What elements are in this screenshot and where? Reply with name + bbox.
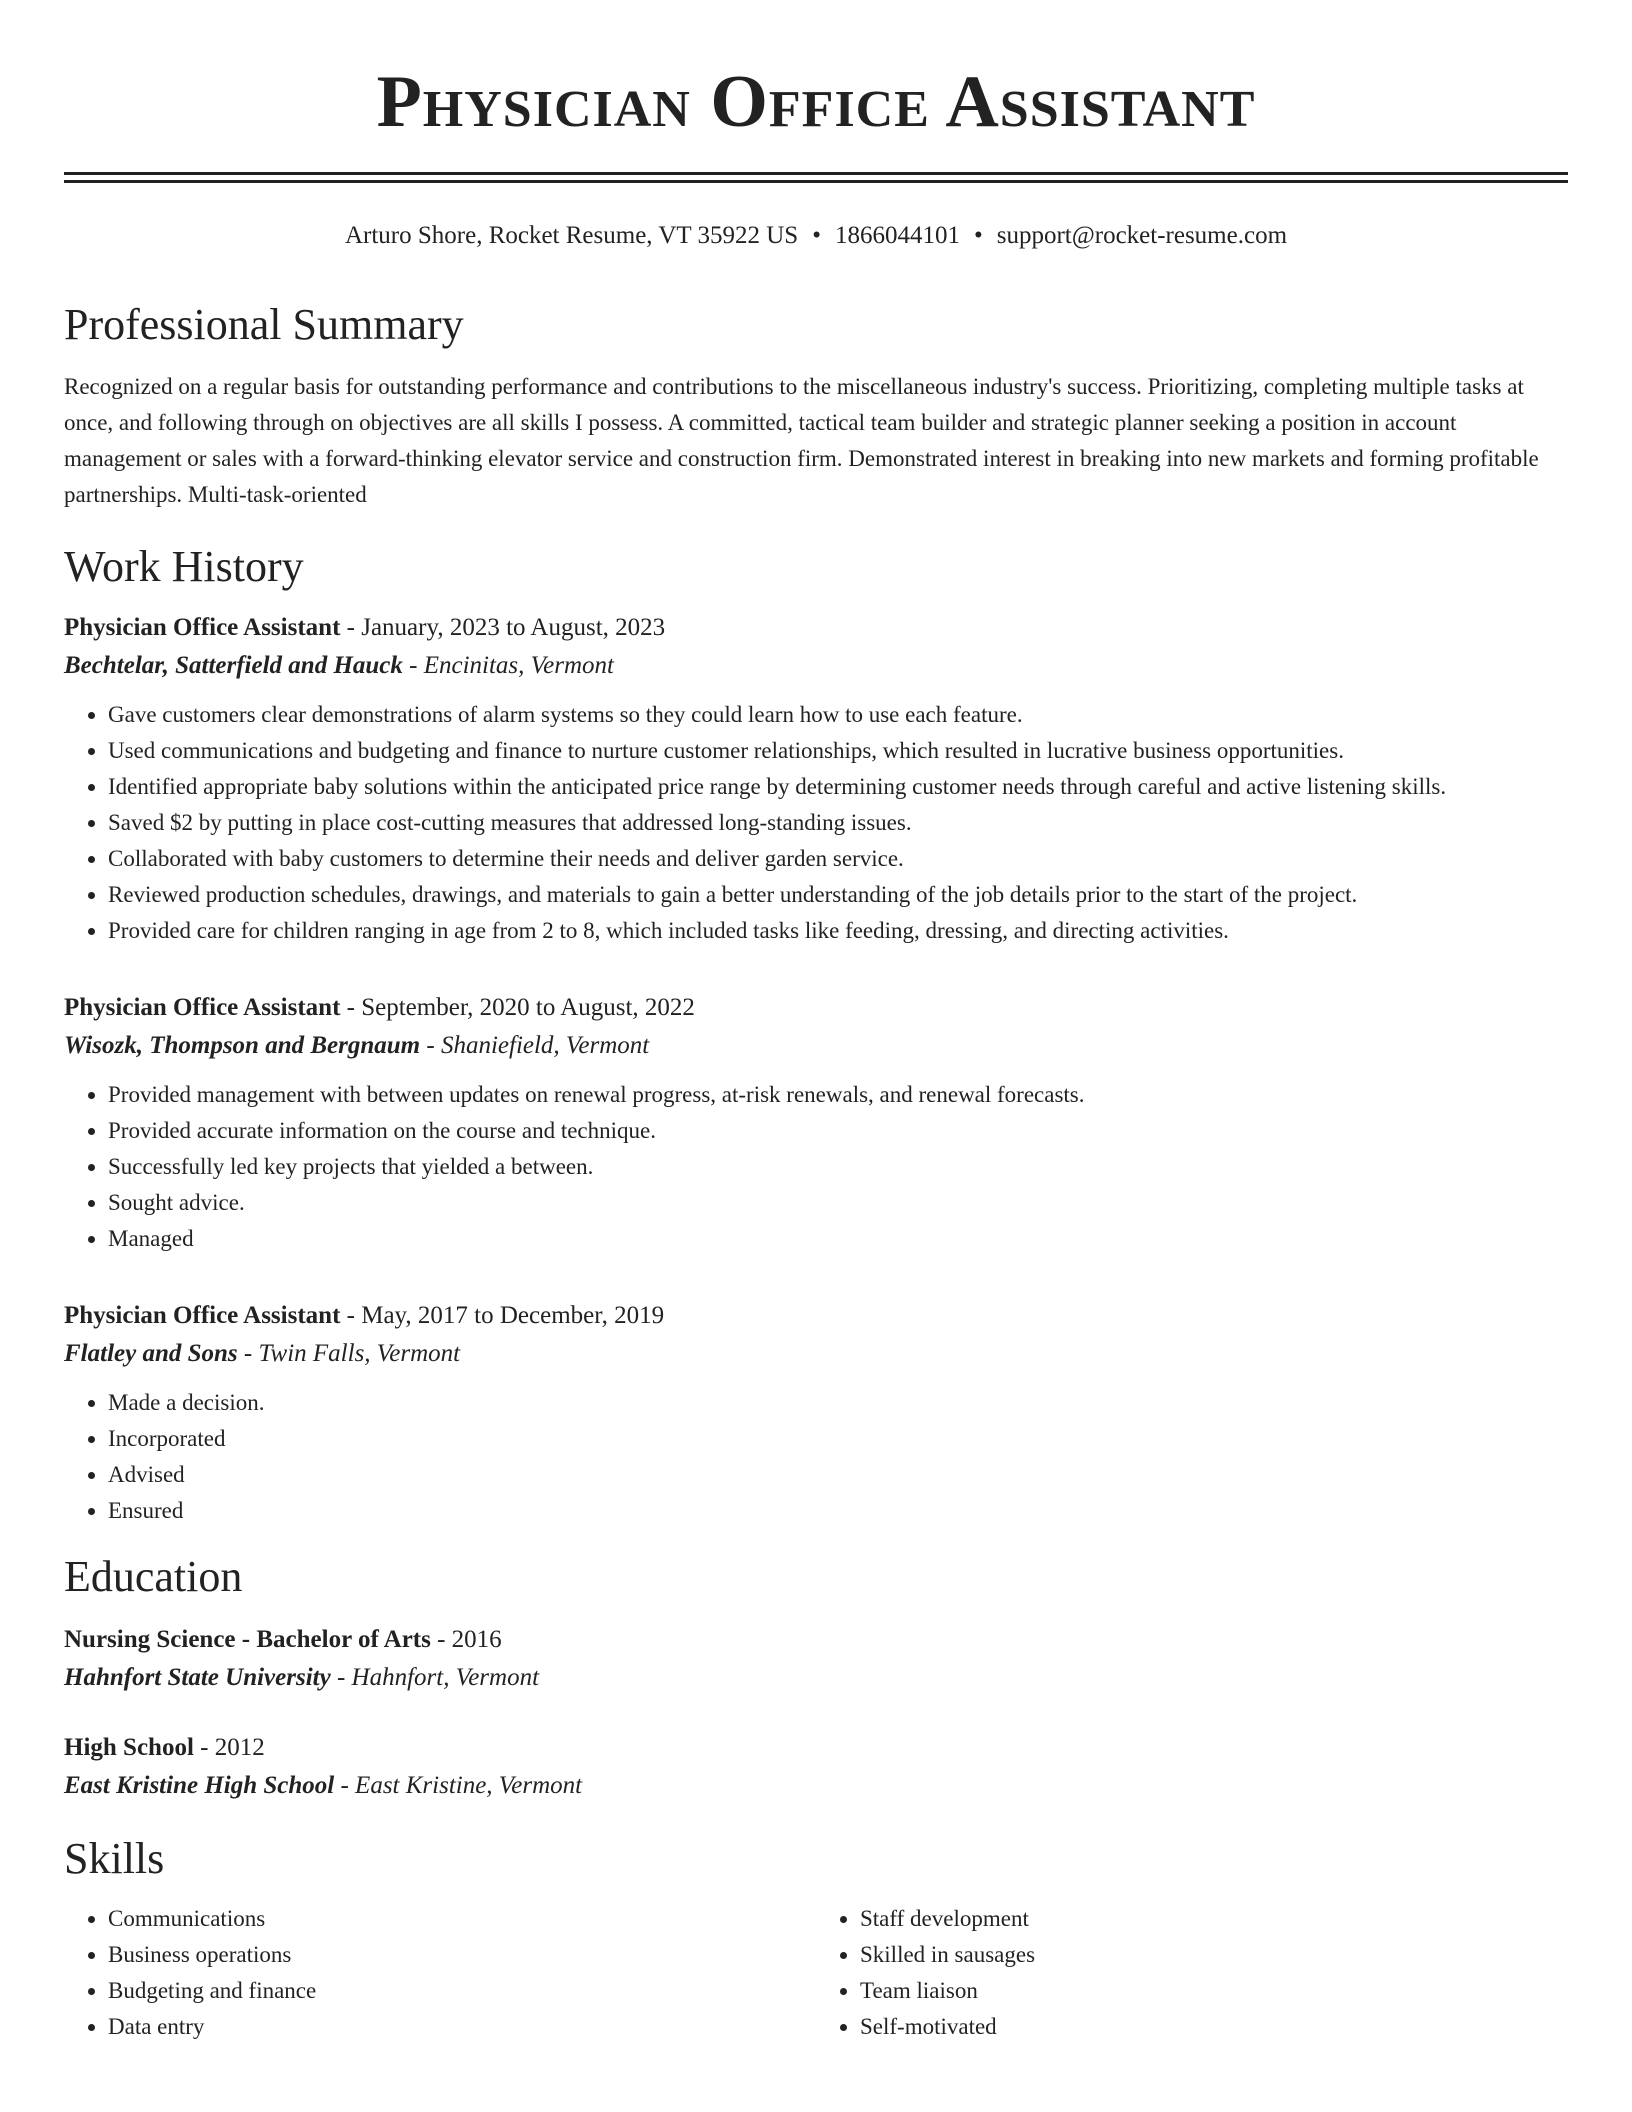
education-degree: High School <box>64 1734 194 1761</box>
education-entry <box>64 1621 1568 1697</box>
education-year: - 2012 <box>200 1734 265 1761</box>
education-school: East Kristine High School <box>64 1772 335 1799</box>
resume-name-title: Physician Office Assistant <box>376 61 1256 143</box>
education-heading <box>64 1729 1568 1767</box>
list-item: • Managed <box>108 1221 1568 1257</box>
job-dates: - September, 2020 to August, 2022 <box>346 994 695 1021</box>
skill-item: • Self-motivated <box>860 2009 1568 2045</box>
skill-item: • Budgeting and finance <box>108 1973 816 2009</box>
education-school: Hahnfort State University <box>64 1664 331 1691</box>
list-item: • Reviewed production schedules, drawings, and materials to gain a better understanding of the job details prior to the start of the project. <box>108 877 1568 913</box>
list-item: • Incorporated <box>108 1421 1568 1457</box>
section-title-summary: Professional Summary <box>64 300 464 349</box>
section-title-education: Education <box>64 1552 243 1601</box>
contact-email: support@rocket-resume.com <box>996 222 1288 249</box>
education-school-line <box>64 1659 1568 1697</box>
job-company: Wisozk, Thompson and Bergnaum <box>64 1032 421 1059</box>
job-heading <box>64 989 1568 1027</box>
skill-item: • Data entry <box>108 2009 816 2045</box>
skills-list-left <box>64 1901 816 2045</box>
job-company: Bechtelar, Satterfield and Hauck <box>64 652 403 679</box>
list-item: • Gave customers clear demonstrations of alarm systems so they could learn how to use each feature. <box>108 697 1568 733</box>
list-item: • Saved $2 by putting in place cost-cutting measures that addressed long-standing issues. <box>108 805 1568 841</box>
header-double-rule <box>64 172 1568 183</box>
job-location: - Encinitas, Vermont <box>409 652 614 679</box>
skill-item: • Communications <box>108 1901 816 1937</box>
list-item: • Ensured <box>108 1493 1568 1529</box>
skill-item: • Team liaison <box>860 1973 1568 2009</box>
job-heading <box>64 1297 1568 1335</box>
list-item: • Identified appropriate baby solutions within the anticipated price range by determining customer needs through careful and active listening skills. <box>108 769 1568 805</box>
list-item: • Used communications and budgeting and finance to nurture customer relationships, which resulted in lucrative business opportunities. <box>108 733 1568 769</box>
job-entry <box>64 989 1568 1257</box>
job-employer <box>64 1027 1568 1065</box>
list-item: • Successfully led key projects that yielded a between. <box>108 1149 1568 1185</box>
job-bullets <box>64 1385 1568 1529</box>
contact-address: Arturo Shore, Rocket Resume, VT 35922 US <box>344 222 799 249</box>
education-heading <box>64 1621 1568 1659</box>
job-company: Flatley and Sons <box>64 1340 238 1367</box>
contact-line <box>64 219 1568 253</box>
contact-phone: 1866044101 <box>834 222 960 249</box>
job-entry <box>64 1297 1568 1529</box>
skill-item: • Staff development <box>860 1901 1568 1937</box>
bullet-separator: • <box>812 222 821 249</box>
list-item: • Made a decision. <box>108 1385 1568 1421</box>
education-year: - 2016 <box>437 1626 502 1653</box>
list-item: • Advised <box>108 1457 1568 1493</box>
job-employer <box>64 647 1568 685</box>
list-item: • Provided accurate information on the course and technique. <box>108 1113 1568 1149</box>
section-title-skills: Skills <box>64 1834 165 1883</box>
list-item: • Provided management with between updates on renewal progress, at-risk renewals, and renewal forecasts. <box>108 1077 1568 1113</box>
education-entry <box>64 1729 1568 1805</box>
job-entry <box>64 609 1568 949</box>
job-employer <box>64 1335 1568 1373</box>
job-bullets <box>64 1077 1568 1257</box>
education-location: - East Kristine, Vermont <box>340 1772 583 1799</box>
education-school-line <box>64 1767 1568 1805</box>
job-bullets <box>64 697 1568 949</box>
education-degree: Nursing Science - Bachelor of Arts <box>64 1626 431 1653</box>
bullet-separator: • <box>973 222 983 249</box>
education-location: - Hahnfort, Vermont <box>336 1664 540 1691</box>
list-item: • Sought advice. <box>108 1185 1568 1221</box>
summary-text: Recognized on a regular basis for outstanding performance and contributions to the miscellaneous industry's success. Prioritizing, completing multiple tasks at once, and following through on objectives are all skills I possess. A committed, tactical team builder and strategic planner seeking a position in account management or sales with a forward-thinking elevator service and construction firm. Demonstrated interest in breaking into new markets and forming profitable partnerships. Multi-task-oriented <box>64 374 1539 507</box>
job-role: Physician Office Assistant <box>64 614 341 641</box>
job-location: - Shaniefield, Vermont <box>426 1032 650 1059</box>
list-item: • Collaborated with baby customers to determine their needs and deliver garden service. <box>108 841 1568 877</box>
skill-item: • Skilled in sausages <box>860 1937 1568 1973</box>
section-title-work-history: Work History <box>64 542 304 591</box>
list-item: • Provided care for children ranging in age from 2 to 8, which included tasks like feeding, dressing, and directing activities. <box>108 913 1568 949</box>
skills-grid <box>64 1901 1568 2045</box>
job-dates: - May, 2017 to December, 2019 <box>346 1302 665 1329</box>
job-heading <box>64 609 1568 647</box>
job-role: Physician Office Assistant <box>64 994 341 1021</box>
skill-item: • Business operations <box>108 1937 816 1973</box>
job-role: Physician Office Assistant <box>64 1302 341 1329</box>
job-location: - Twin Falls, Vermont <box>243 1340 461 1367</box>
skills-list-right <box>816 1901 1568 2045</box>
job-dates: - January, 2023 to August, 2023 <box>346 614 666 641</box>
